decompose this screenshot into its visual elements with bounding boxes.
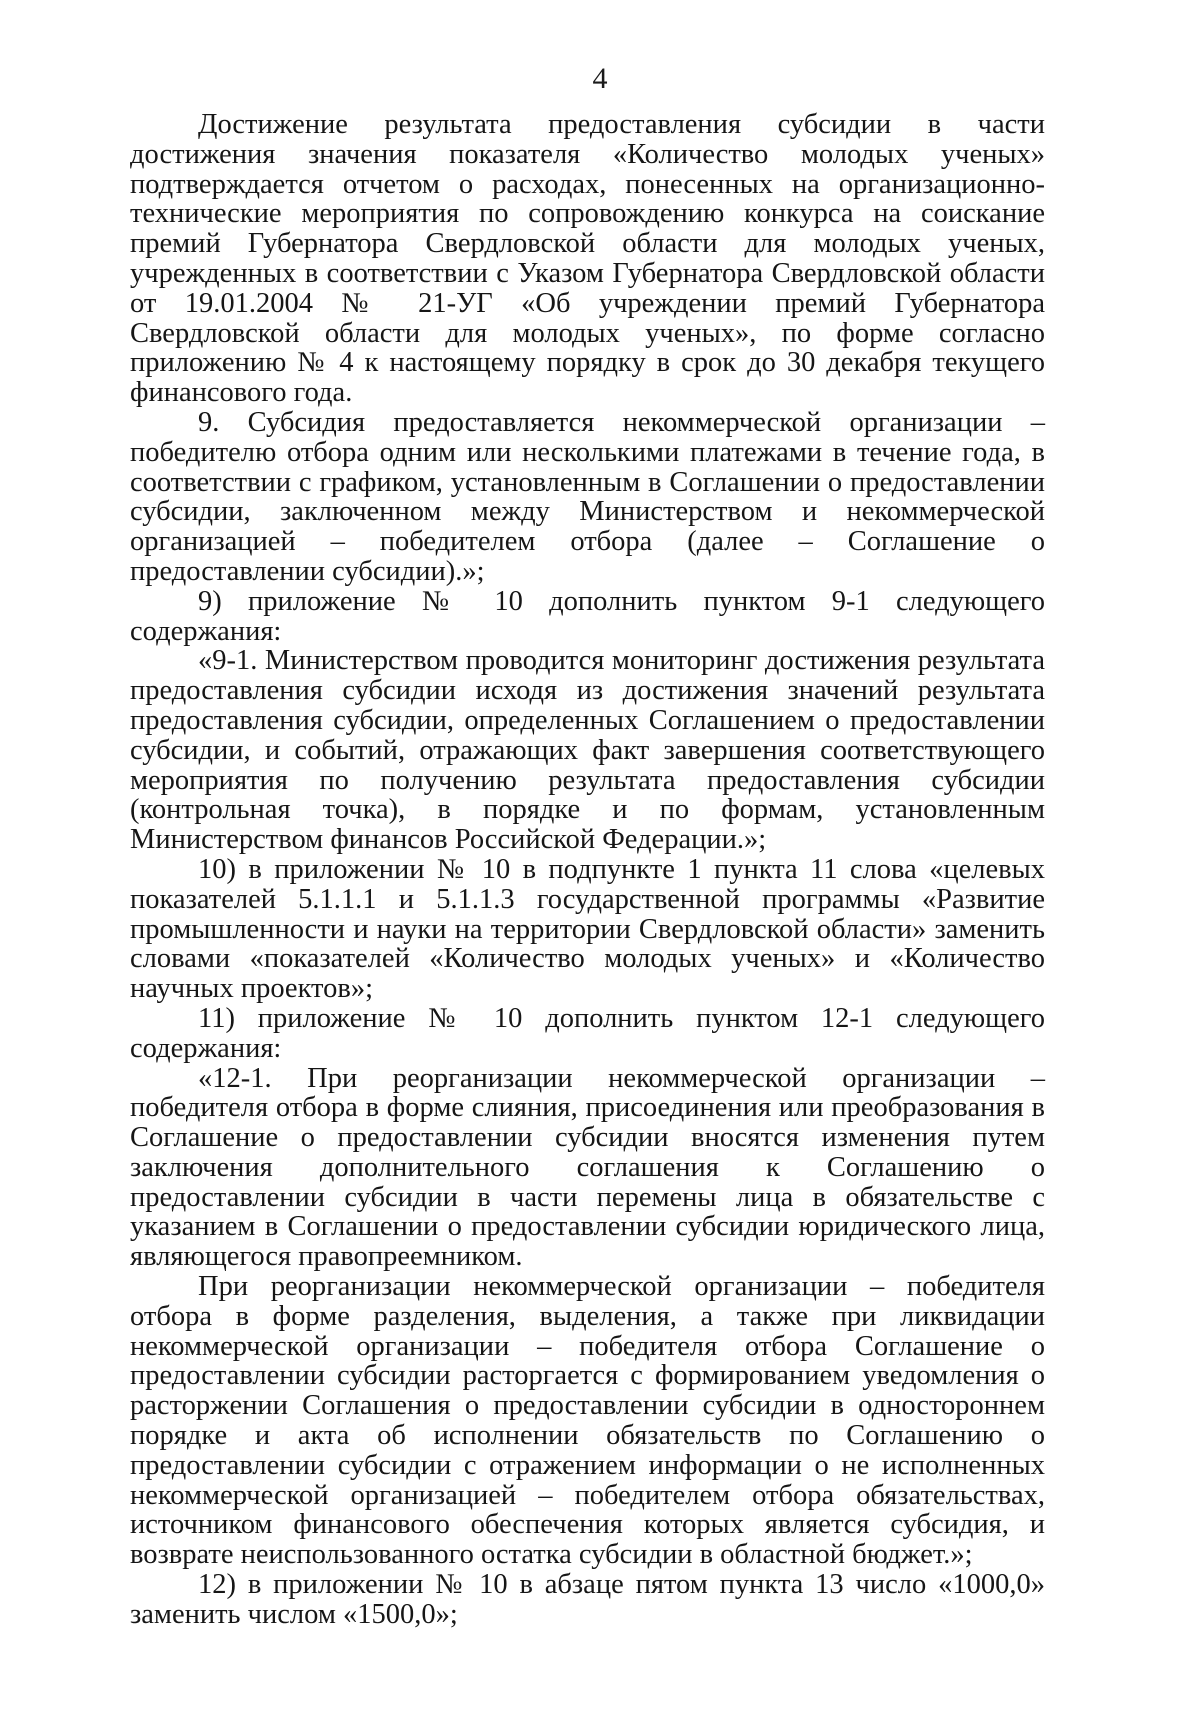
paragraph-amendment-9: 9) приложение № 10 дополнить пунктом 9-1 следующего содержания: — [130, 585, 1045, 647]
paragraph-amendment-12: 12) в приложении № 10 в абзаце пятом пункта 13 число «1000,0» заменить числом «1500,0»; — [130, 1569, 1045, 1630]
paragraph-result-achievement: Достижение результата предоставления субсидии в части достижения значения показателя «Количество молодых ученых» подтверждается отчетом о расходах, понесенных на организационно-технические мероприятия по сопровождению конкурса на соискание премий Губернатора Свердловской области для молодых ученых, учрежденных в соответствии с Указом Губернатора Свердловской области от 19.01.2004 № 21-УГ «Об учреждении премий Губернатора Свердловской области для молодых ученых», по форме согласно приложению № 4 к настоящему порядку в срок до 30 декабря текущего финансового года. — [130, 109, 1045, 409]
paragraph-item-9-1: «9-1. Министерством проводится мониторинг достижения результата предоставления субсидии исходя из достижения значений результата предоставления субсидии, определенных Соглашением о предоставлении субсидии, и событий, отражающих факт завершения соответствующего мероприятия по получению результата предоставления субсидии (контрольная точка), в порядке и по формам, установленным Министерством финансов Российской Федерации.»; — [130, 645, 1045, 856]
paragraph-amendment-10: 10) в приложении № 10 в подпункте 1 пункта 11 слова «целевых показателей 5.1.1.1 и 5.1.1.3 государственной программы «Развитие промышленности и науки на территории Свердловской области» заменить словами «показателей «Количество молодых ученых» и «Количество научных проектов»; — [130, 853, 1045, 1005]
page-number: 4 — [592, 62, 608, 95]
paragraph-item-12-1: «12-1. При реорганизации некоммерческой организации – победителя отбора в форме слияния, присоединения или преобразования в Соглашение о предоставлении субсидии вносятся изменения путем заключения дополнительного соглашения к Соглашению о предоставлении субсидии в части перемены лица в обязательстве с указанием в Соглашении о предоставлении субсидии юридического лица, являющегося правопреемником. — [130, 1062, 1045, 1273]
paragraph-reorganization: При реорганизации некоммерческой организации – победителя отбора в форме разделения, выделения, а также при ликвидации некоммерческой организации – победителя отбора Соглашение о предоставлении субсидии расторгается с формированием уведомления о расторжении Соглашения о предоставлении субсидии в одностороннем порядке и акта об исполнении обязательств по Соглашению о предоставлении субсидии с отражением информации о не исполненных некоммерческой организацией – победителем отбора обязательствах, источником финансового обеспечения которых является субсидия, и возврате неиспользованного остатка субсидии в областной бюджет.»; — [130, 1271, 1045, 1571]
paragraph-amendment-11: 11) приложение № 10 дополнить пунктом 12-1 следующего содержания: — [130, 1002, 1045, 1064]
paragraph-item-9: 9. Субсидия предоставляется некоммерческой организации – победителю отбора одним или несколькими платежами в течение года, в соответствии с графиком, установленным в Соглашении о предоставлении субсидии, заключенном между Министерством и некоммерческой организацией – победителем отбора (далее – Соглашение о предоставлении субсидии).»; — [130, 406, 1045, 587]
document-body — [130, 110, 1045, 1630]
